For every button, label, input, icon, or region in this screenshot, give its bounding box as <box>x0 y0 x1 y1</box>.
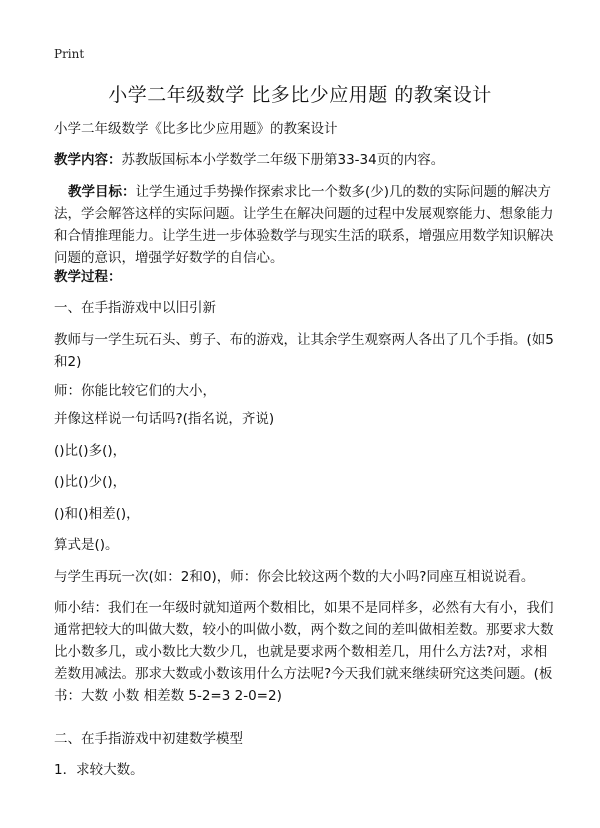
content-text: 苏教版国标本小学数学二年级下册第33-34页的内容。 <box>121 152 445 168</box>
section-heading-2: 二、在手指游戏中初建数学模型 <box>54 731 243 747</box>
document-subtitle: 小学二年级数学《比多比少应用题》的教案设计 <box>54 121 338 137</box>
paragraph-say-sentence: 并像这样说一句话吗?(指名说，齐说) <box>54 411 275 427</box>
paragraph-summary: 师小结：我们在一年级时就知道两个数相比，如果不是同样多，必然有大有小，我们通常把较大的叫做大数，较小的叫做小数，两个数之间的差叫做相差数。那要求大数比小数多几，或小数比大数少几，也就是要求两个数相差几，用什么方法?对，求相差数用减法。那求大数或小数该用什么方法呢?今天我们就来继续研究这类问题。(板书：大数 小数 相差数 5-2=3 2-0=2) <box>54 600 554 704</box>
goal-label: 教学目标： <box>68 184 136 200</box>
goal-text: 让学生通过手势操作探索求比一个数多(少)几的数的实际问题的解决方法，学会解答这样的实际问题。让学生在解决问题的过程中发展观察能力、想象能力和合情推理能力。让学生进一步体验数学与现实生活的联系，增强应用数学知识解决问题的意识，增强学好数学的自信心。 <box>54 184 554 266</box>
content-label: 教学内容： <box>54 152 122 168</box>
process-label: 教学过程： <box>54 269 122 285</box>
list-item-1: 1．求较大数。 <box>54 762 144 778</box>
blank-formula: 算式是()。 <box>54 537 119 553</box>
paragraph-teacher-ask: 师：你能比较它们的大小， <box>54 383 216 399</box>
paragraph-game: 教师与一学生玩石头、剪子、布的游戏，让其余学生观察两人各出了几个手指。(如5和2) <box>54 332 554 370</box>
section-heading-1: 一、在手指游戏中以旧引新 <box>54 300 216 316</box>
document-title: 小学二年级数学 比多比少应用题 的教案设计 <box>108 84 492 106</box>
blank-more: ()比()多()， <box>54 443 127 459</box>
print-label: Print <box>54 47 85 61</box>
teaching-goal <box>54 181 554 269</box>
blank-less: ()比()少()， <box>54 474 127 490</box>
blank-difference: ()和()相差()， <box>54 506 140 522</box>
paragraph-play-again: 与学生再玩一次(如：2和0)，师：你会比较这两个数的大小吗?同座互相说说看。 <box>54 569 535 585</box>
teaching-content <box>54 149 554 171</box>
